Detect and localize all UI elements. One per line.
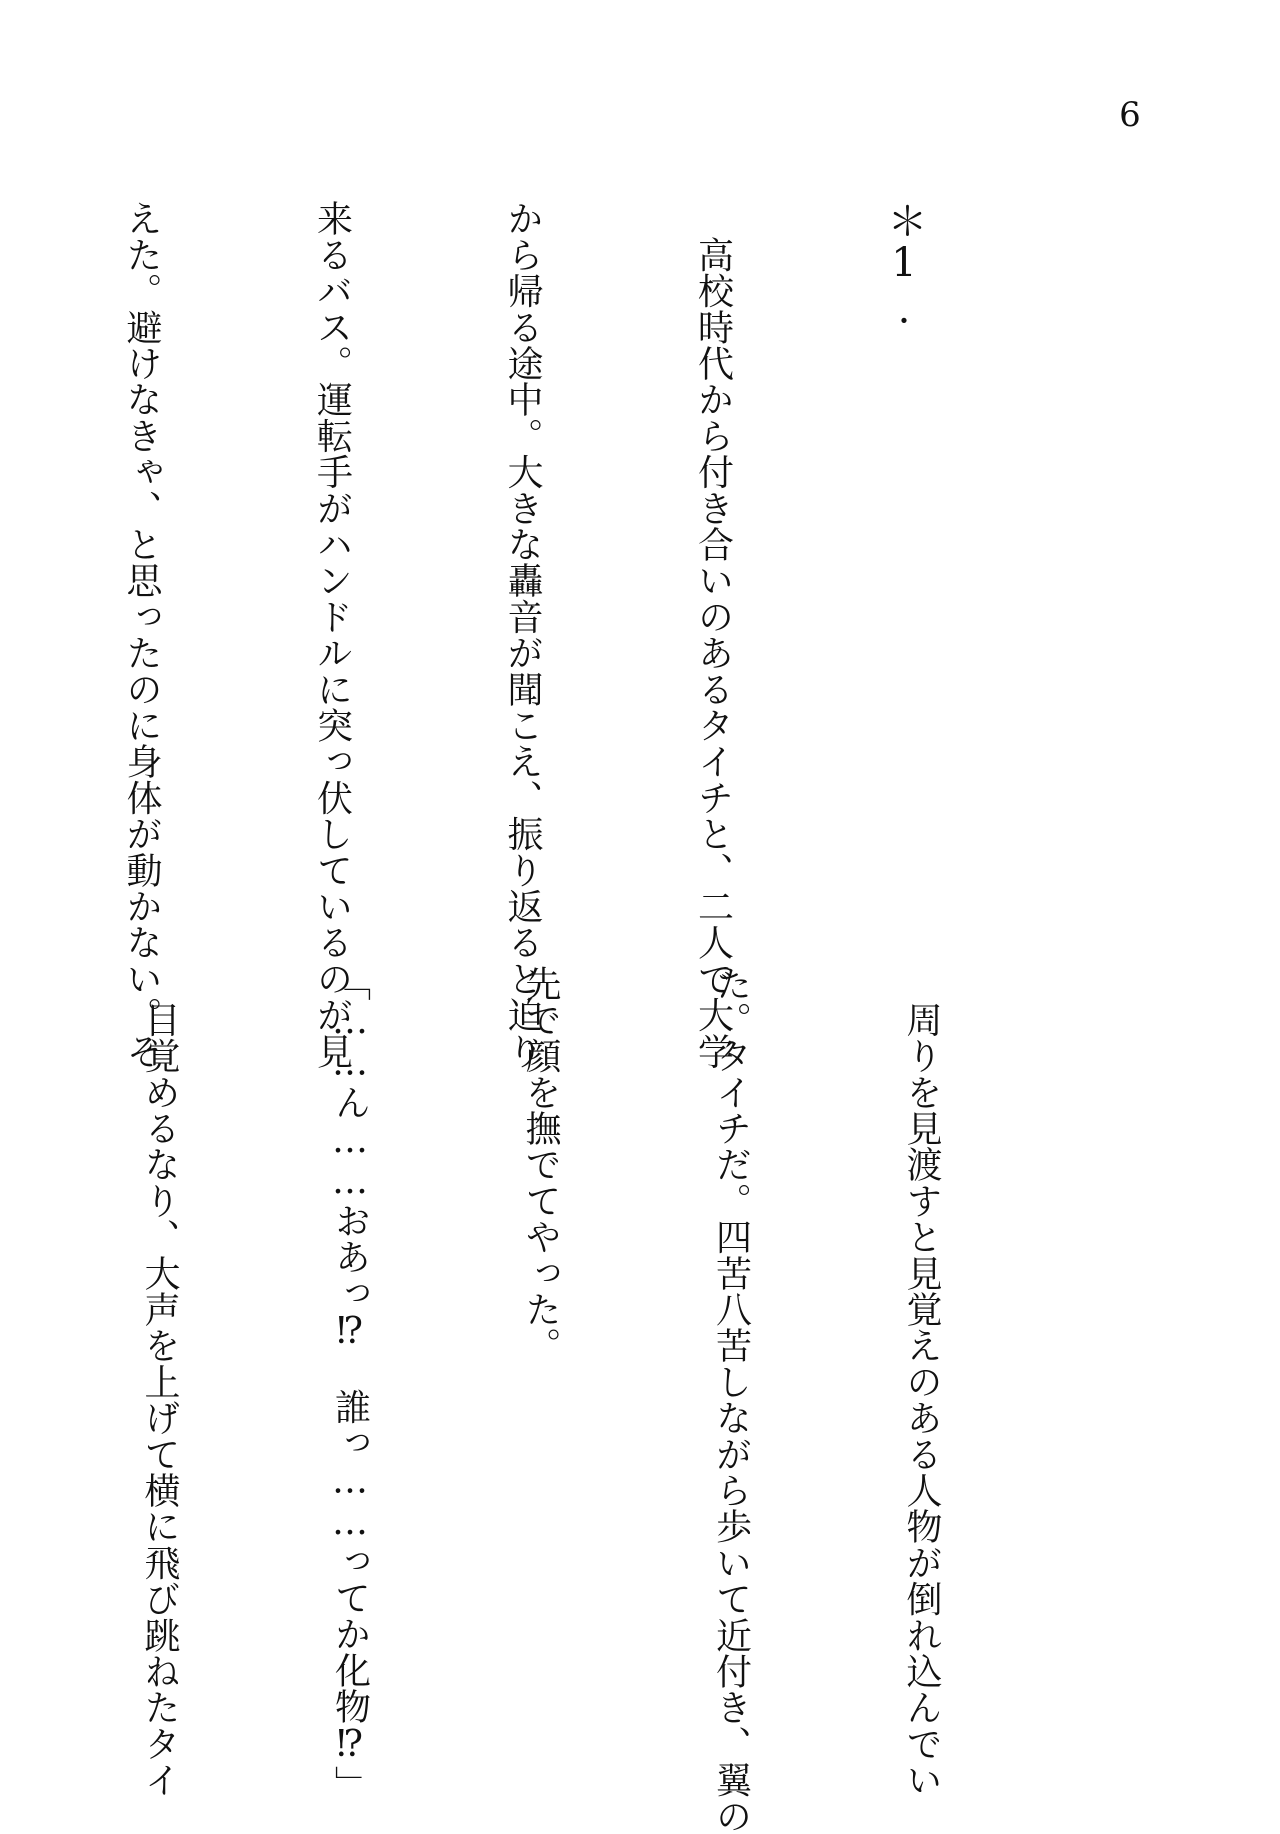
text-column bbox=[0, 965, 1, 1725]
text-column: 来るバス。運転手がハンドルに突っ伏しているのが見 bbox=[311, 200, 353, 1069]
page-number: 6 bbox=[1119, 95, 1141, 135]
upper-text-block bbox=[121, 200, 1062, 1069]
text-column: 高校時代から付き合いのあるタイチと、二人で大学 bbox=[692, 200, 734, 1069]
text-column: 目覚めるなり、大声を上げて横に飛び跳ねたタイ bbox=[139, 965, 180, 1798]
section-heading: ＊1. bbox=[881, 200, 927, 333]
text-column: た。タイチだ。四苦八苦しながら歩いて近付き、翼の bbox=[710, 965, 752, 1834]
text-column: 周りを見渡すと見覚えのある人物が倒れ込んでい bbox=[901, 965, 942, 1798]
text-column: から帰る途中。大きな轟音が聞こえ、振り返ると迫り bbox=[502, 200, 543, 1069]
text-column: えた。避けなきゃ、と思ったのに身体が動かない。そ bbox=[121, 200, 162, 1069]
text-column: 先で顔を撫でてやった。 bbox=[520, 965, 561, 1364]
text-column: 「……ん……おあっ⁉ 誰っ……ってか化物⁉」 bbox=[329, 965, 371, 1802]
lower-text-block bbox=[139, 965, 1080, 1834]
